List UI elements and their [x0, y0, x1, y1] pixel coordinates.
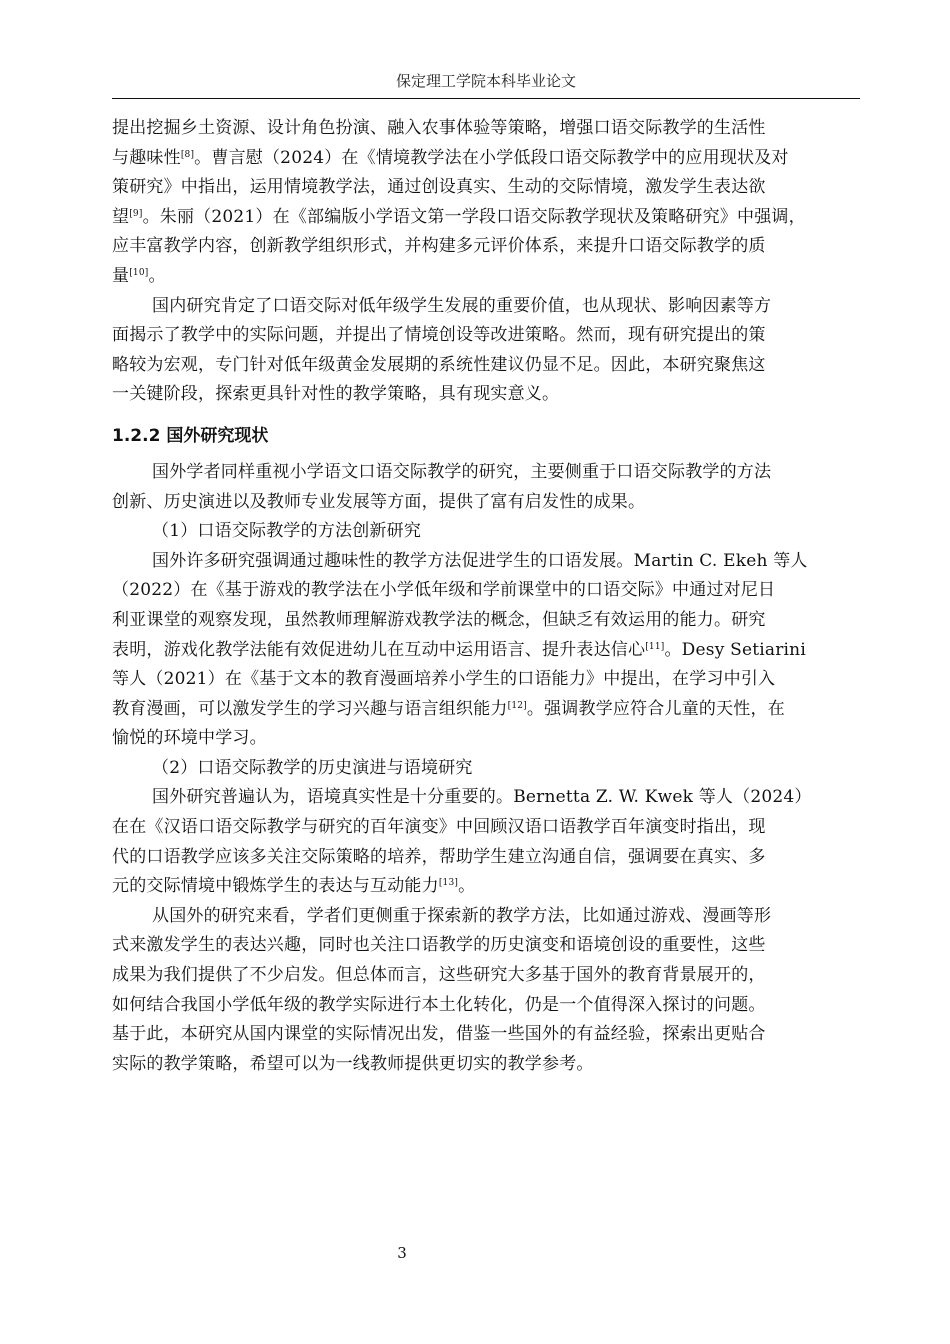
- citation-ref: [11]: [645, 641, 665, 652]
- text-line: 国外研究普遍认为，语境真实性是十分重要的。Bernetta Z. W. Kwek 等人（2024）: [152, 787, 812, 808]
- text-line: 基于此，本研究从国内课堂的实际情况出发，借鉴一些国外的有益经验，探索出更贴合: [112, 1024, 766, 1045]
- header-rule: [112, 98, 860, 99]
- text-line: 略较为宏观，专门针对低年级黄金发展期的系统性建议仍显不足。因此，本研究聚焦这: [112, 354, 766, 375]
- text-line: [112, 203, 860, 233]
- text-span: 表明，游戏化教学法能有效促进幼儿在互动中运用语言、提升表达信心: [112, 639, 646, 660]
- running-header: 保定理工学院本科毕业论文: [395, 72, 576, 90]
- paragraph: [112, 547, 860, 754]
- text-line: 国外许多研究强调通过趣味性的教学方法促进学生的口语发展。Martin C. Ekeh 等人: [152, 550, 808, 571]
- subsection-title: （1）口语交际教学的方法创新研究: [152, 521, 422, 542]
- text-line: 提出挖掘乡土资源、设计角色扮演、融入农事体验等策略，增强口语交际教学的生活性: [112, 118, 766, 138]
- citation-ref: [9]: [129, 208, 143, 219]
- text-span: 。强调教学应符合儿童的天性，在: [526, 698, 785, 719]
- text-line: 如何结合我国小学低年级的教学实际进行本土化转化，仍是一个值得深入探讨的问题。: [112, 994, 766, 1015]
- text-line: 国外学者同样重视小学语文口语交际教学的研究，主要侧重于口语交际教学的方法: [152, 461, 772, 482]
- section-heading: 1.2.2 国外研究现状: [112, 425, 269, 446]
- text-line: 创新、历史演进以及教师专业发展等方面，提供了富有启发性的成果。: [112, 491, 646, 512]
- citation-ref: [13]: [438, 878, 459, 889]
- text-line: 成果为我们提供了不少启发。但总体而言，这些研究大多基于国外的教育背景展开的，: [112, 965, 766, 986]
- subsection-title: （2）口语交际教学的历史演进与语境研究: [152, 757, 473, 778]
- text-span: 量: [112, 265, 130, 286]
- text-span: 与趣味性: [112, 147, 181, 168]
- paragraph: [112, 458, 860, 517]
- text-line: 等人（2021）在《基于文本的教育漫画培养小学生的口语能力》中提出，在学习中引入: [112, 669, 776, 690]
- text-line: 代的口语教学应该多关注交际策略的培养，帮助学生建立沟通自信，强调要在真实、多: [112, 846, 766, 867]
- text-line: [112, 695, 860, 725]
- page-number: 3: [397, 1244, 407, 1262]
- text-line: 一关键阶段，探索更具针对性的教学策略，具有现实意义。: [112, 384, 560, 405]
- text-line: 利亚课堂的观察发现，虽然教师理解游戏教学法的概念，但缺乏有效运用的能力。研究: [112, 609, 766, 630]
- text-line: [112, 262, 860, 292]
- text-line: 面揭示了教学中的实际问题，并提出了情境创设等改进策略。然而，现有研究提出的策: [112, 325, 766, 346]
- text-line: 式来激发学生的表达兴趣，同时也关注口语教学的历史演变和语境创设的重要性，这些: [112, 935, 766, 956]
- paragraph: [112, 114, 860, 292]
- paragraph: [112, 292, 860, 410]
- text-line: 从国外的研究来看，学者们更侧重于探索新的教学方法，比如通过游戏、漫画等形: [152, 905, 772, 926]
- text-span: 望: [112, 206, 130, 227]
- text-line: 应丰富教学内容，创新教学组织形式，并构建多元评价体系，来提升口语交际教学的质: [112, 236, 766, 257]
- text-line: （2022）在《基于游戏的教学法在小学低年级和学前课堂中的口语交际》中通过对尼日: [112, 580, 776, 601]
- text-line: 策研究》中指出，运用情境教学法，通过创设真实、生动的交际情境，激发学生表达欲: [112, 177, 766, 198]
- citation-ref: [10]: [129, 267, 149, 278]
- text-line: 在在《汉语口语交际教学与研究的百年演变》中回顾汉语口语教学百年演变时指出，现: [112, 817, 766, 838]
- citation-ref: [8]: [180, 149, 195, 160]
- text-span: 。朱丽（2021）在《部编版小学语文第一学段口语交际教学现状及策略研究》中强调，: [142, 206, 806, 227]
- citation-ref: [12]: [507, 700, 527, 711]
- text-span: 。: [458, 876, 476, 897]
- paragraph: [112, 783, 860, 901]
- text-span: 。Desy Setiarini: [664, 639, 806, 660]
- paragraph: [112, 902, 860, 1080]
- text-line: 实际的教学策略，希望可以为一线教师提供更切实的教学参考。: [112, 1053, 594, 1074]
- text-span: 元的交际情境中锻炼学生的表达与互动能力: [112, 876, 439, 897]
- text-span: 。曹言慰（2024）在《情境教学法在小学低段口语交际教学中的应用现状及对: [194, 147, 789, 168]
- text-line: [112, 872, 860, 902]
- text-line: [112, 636, 860, 666]
- text-line: 国内研究肯定了口语交际对低年级学生发展的重要价值，也从现状、影响因素等方: [152, 295, 772, 316]
- body-text: [112, 114, 860, 1079]
- text-line: [112, 144, 860, 174]
- text-span: 教育漫画，可以激发学生的学习兴趣与语言组织能力: [112, 698, 508, 719]
- text-line: 愉悦的环境中学习。: [112, 728, 267, 749]
- text-span: 。: [148, 265, 166, 286]
